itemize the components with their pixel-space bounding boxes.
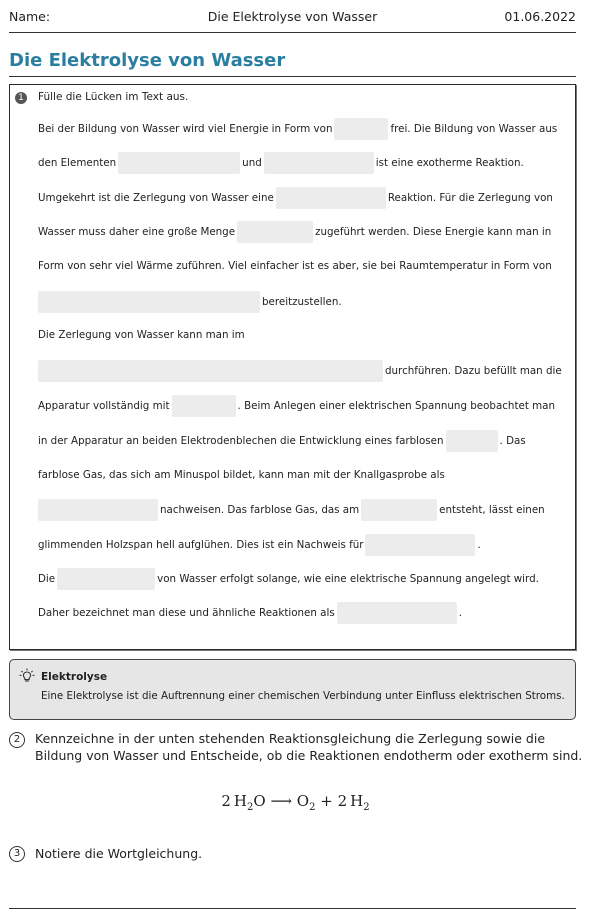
header-title: Die Elektrolyse von Wasser [207, 9, 378, 24]
answer-line[interactable] [9, 908, 576, 909]
gap-8[interactable] [172, 395, 236, 417]
text-line-3: Umgekehrt ist die Zerlegung von Wasser eine Reaktion. Für die Zerlegung von [38, 187, 553, 209]
gap-1[interactable] [334, 118, 388, 140]
gap-9[interactable] [446, 430, 498, 452]
text-line-12: nachweisen. Das farblose Gas, das am entsteht, lässt einen [38, 499, 545, 521]
gap-12[interactable] [365, 534, 475, 556]
gap-7[interactable] [38, 360, 383, 382]
gap-2[interactable] [118, 152, 240, 174]
text-line-13: glimmenden Holzspan hell aufglühen. Dies ist ein Nachweis für . [38, 534, 481, 556]
text-line-2: den Elementen und ist eine exotherme Reaktion. [38, 152, 524, 174]
name-label: Name: [9, 9, 51, 24]
text-line-11: farblose Gas, das sich am Minuspol bildet, kann man mit der Knallgasprobe als [38, 469, 445, 481]
header-date: 01.06.2022 [504, 9, 576, 24]
text-line-8: durchführen. Dazu befüllt man die [38, 360, 562, 382]
info-text: Eine Elektrolyse ist die Auftrennung einer chemischen Verbindung unter Einfluss elektrischen Stroms. [41, 690, 565, 702]
text-line-1: Bei der Bildung von Wasser wird viel Energie in Form von frei. Die Bildung von Wasser aus [38, 118, 557, 140]
text-line-7: Die Zerlegung von Wasser kann man im [38, 329, 245, 341]
gap-14[interactable] [337, 602, 457, 624]
gap-6[interactable] [38, 291, 260, 313]
text-line-9: Apparatur vollständig mit . Beim Anlegen einer elektrischen Spannung beobachtet man [38, 395, 555, 417]
gap-13[interactable] [57, 568, 155, 590]
text-line-4: Wasser muss daher eine große Menge zugeführt werden. Diese Energie kann man in [38, 221, 551, 243]
task-1-number: 1 [15, 92, 27, 104]
info-box [9, 659, 576, 720]
text-line-5: Form von sehr viel Wärme zuführen. Viel einfacher ist es aber, sie bei Raumtemperatur in Form von [38, 260, 552, 272]
text-line-14: Die von Wasser erfolgt solange, wie eine elektrische Spannung angelegt wird. [38, 568, 539, 590]
text-line-15: Daher bezeichnet man diese und ähnliche Reaktionen als . [38, 602, 462, 624]
reaction-equation: 2 $H_2O$ ⟶ $O_2 + 2$ $H_2$ [221, 792, 370, 813]
task-3-text: Notiere die Wortgleichung. [35, 846, 203, 861]
task-2-text: Kennzeichne in der unten stehenden Reaktionsgleichung die Zerlegung sowie die Bildung von Wasser und Entscheide, ob die Reaktionen endotherm oder exotherm sind. [35, 731, 583, 763]
text-line-6: bereitzustellen. [38, 291, 342, 313]
gap-11[interactable] [361, 499, 437, 521]
page-title: Die Elektrolyse von Wasser [9, 50, 576, 77]
gap-4[interactable] [276, 187, 386, 209]
gap-5[interactable] [237, 221, 313, 243]
task-3-number: 3 [9, 846, 25, 862]
task-2-number: 2 [9, 732, 25, 748]
task-1-box [9, 84, 576, 650]
lightbulb-icon [19, 668, 35, 688]
text-line-10: in der Apparatur an beiden Elektrodenblechen die Entwicklung eines farblosen . Das [38, 430, 526, 452]
page-header [9, 0, 576, 33]
info-title: Elektrolyse [41, 671, 108, 683]
gap-10[interactable] [38, 499, 158, 521]
reaction-arrow: ⟶ [270, 792, 292, 810]
gap-3[interactable] [264, 152, 374, 174]
task-1-instruction: Fülle die Lücken im Text aus. [38, 91, 189, 103]
